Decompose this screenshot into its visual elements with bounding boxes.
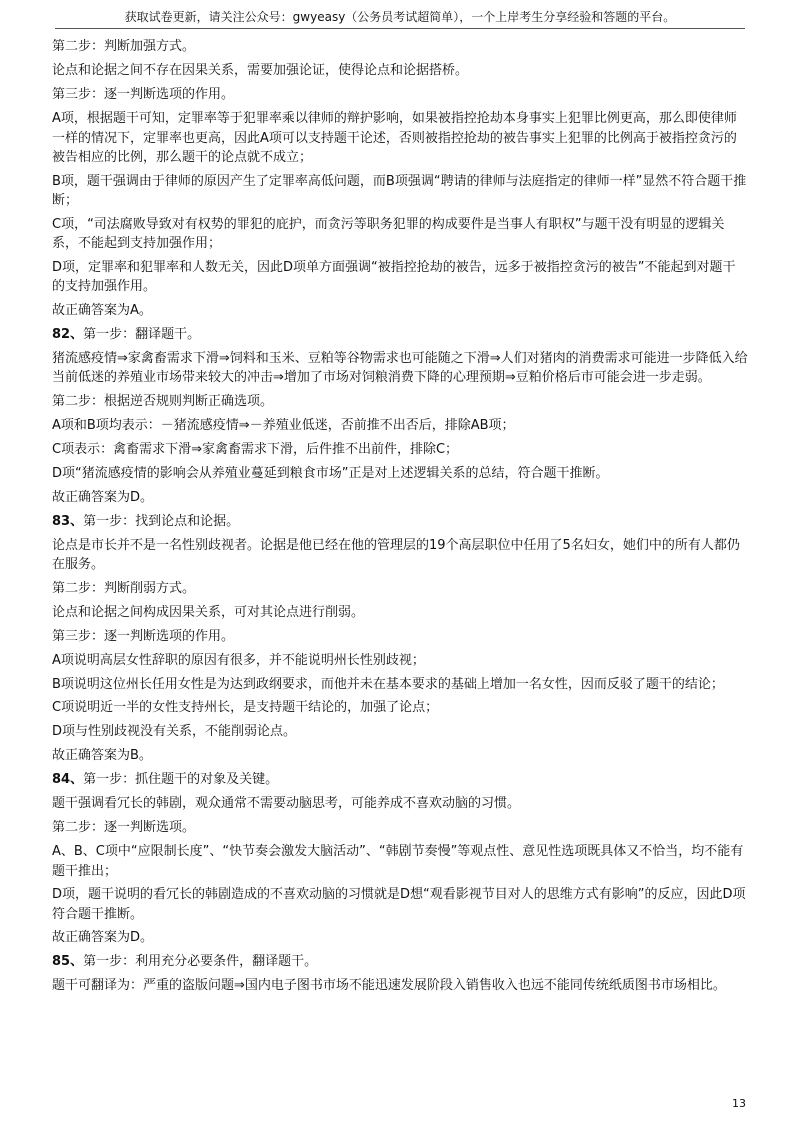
question-heading xyxy=(52,510,748,534)
question-heading xyxy=(52,950,748,974)
header-text: 获取试卷更新，请关注公众号：gwyeasy（公务员考试超简单），一个上岸考生分享经验和答题的平台。 xyxy=(124,10,676,24)
question-number: 82、 xyxy=(52,326,84,342)
block-text: 第三步：逐一判断选项的作用。 xyxy=(52,87,235,102)
block-text: B项说明这位州长任用女性是为达到政纲要求，而他并未在基本要求的基础上增加一名女性，因而反驳了题干的结论； xyxy=(52,676,724,692)
text-line xyxy=(52,625,748,649)
block-text: 第二步：根据逆否规则判断正确选项。 xyxy=(52,393,274,409)
question-heading xyxy=(52,323,748,347)
text-line xyxy=(52,601,748,625)
block-text: D项，定罪率和犯罪率和人数无关，因此D项单方面强调“被指控抢劫的被告，远多于被指控贪污的被告”不能起到对题干的支持加强作用。 xyxy=(52,259,736,294)
block-text: A项和B项均表示：－猪流感疫情⇒－养殖业低迷，否前推不出否后，排除AB项； xyxy=(52,417,515,433)
text-line xyxy=(52,35,748,59)
text-line xyxy=(52,59,748,83)
text-line xyxy=(52,438,748,462)
text-line xyxy=(52,792,748,816)
block-text: D项与性别歧视没有关系，不能削弱论点。 xyxy=(52,724,297,739)
text-line xyxy=(52,649,748,673)
text-paragraph xyxy=(52,974,748,998)
text-line xyxy=(52,744,748,768)
block-text: 第一步：利用充分必要条件，翻译题干。 xyxy=(83,954,318,969)
text-line xyxy=(52,462,748,486)
text-paragraph xyxy=(52,673,748,697)
text-paragraph xyxy=(52,347,748,390)
text-line xyxy=(52,486,748,510)
block-text: D项，题干说明的看冗长的韩剧造成的不喜欢动脑的习惯就是D想“观看影视节目对人的思维方式有影响”的反应，因此D项符合题干推断。 xyxy=(52,887,746,922)
text-line xyxy=(52,926,748,950)
block-text: 故正确答案为D。 xyxy=(52,489,154,505)
block-text: 故正确答案为D。 xyxy=(52,930,154,945)
block-text: 第二步：判断加强方式。 xyxy=(52,39,196,54)
document-body xyxy=(52,35,748,998)
text-line xyxy=(52,816,748,840)
question-number: 83、 xyxy=(52,513,84,529)
text-paragraph xyxy=(52,107,748,170)
text-line xyxy=(52,83,748,107)
block-text: A项说明高层女性辞职的原因有很多，并不能说明州长性别歧视； xyxy=(52,652,425,668)
text-line xyxy=(52,299,748,323)
text-paragraph xyxy=(52,170,748,213)
header-divider xyxy=(55,28,745,29)
block-text: D项“猪流感疫情的影响会从养殖业蔓延到粮食市场”正是对上述逻辑关系的总结，符合题干推断。 xyxy=(52,465,609,481)
block-text: A项，根据题干可知，定罪率等于犯罪率乘以律师的辩护影响，如果被指控抢劫本身事实上犯罪比例更高，那么即使律师一样的情况下，定罪率也更高，因此A项可以支持题干论述，否则被指控抢劫的被告事实上犯罪的比例高于被指控贪污的被告相应的比例，那么题干的论点就不成立； xyxy=(52,111,737,165)
text-line xyxy=(52,696,748,720)
block-text: 论点是市长并不是一名性别歧视者。论据是他已经在他的管理层的19个高层职位中任用了5名妇女，她们中的所有人都仍在服务。 xyxy=(52,537,740,572)
text-paragraph xyxy=(52,883,748,926)
question-number: 85、 xyxy=(52,954,84,969)
block-text: 论点和论据之间构成因果关系，可对其论点进行削弱。 xyxy=(52,604,365,620)
block-text: B项，题干强调由于律师的原因产生了定罪率高低问题，而B项强调“聘请的律师与法庭指定的律师一样”显然不符合题干推断； xyxy=(52,173,747,208)
block-text: C项说明近一半的女性支持州长，是支持题干结论的，加强了论点； xyxy=(52,700,439,715)
question-heading xyxy=(52,768,748,792)
text-line xyxy=(52,577,748,601)
text-line xyxy=(52,720,748,744)
page-number: 13 xyxy=(732,1097,746,1110)
block-text: A、B、C项中“应限制长度”、“快节奏会激发大脑活动”、“韩剧节奏慢”等观点性、意见性选项既具体又不恰当，均不能有题干推出； xyxy=(52,844,744,879)
question-number: 84、 xyxy=(52,772,84,787)
block-text: 第三步：逐一判断选项的作用。 xyxy=(52,628,235,644)
block-text: 故正确答案为B。 xyxy=(52,748,152,763)
text-paragraph xyxy=(52,213,748,256)
block-text: 故正确答案为A。 xyxy=(52,302,152,318)
block-text: 猪流感疫情⇒家禽畜需求下滑⇒饲料和玉米、豆粕等谷物需求也可能随之下滑⇒人们对猪肉的消费需求可能进一步降低入给当前低迷的养殖业市场带来较大的冲击⇒增加了市场对饲粮消费下降的心理预期⇒豆粕价格后市可能会进一步走弱。 xyxy=(52,350,748,385)
block-text: 第一步：抓住题干的对象及关键。 xyxy=(83,772,279,787)
block-text: 题干强调看冗长的韩剧，观众通常不需要动脑思考，可能养成不喜欢动脑的习惯。 xyxy=(52,796,521,811)
block-text: 题干可翻译为：严重的盗版问题⇒国内电子图书市场不能迅速发展阶段入销售收入也远不能同传统纸质图书市场相比。 xyxy=(52,978,726,993)
block-text: 第二步：判断削弱方式。 xyxy=(52,580,196,596)
text-paragraph xyxy=(52,840,748,883)
block-text: 第一步：找到论点和论据。 xyxy=(83,513,240,529)
text-line xyxy=(52,390,748,414)
block-text: C项，“司法腐败导致对有权势的罪犯的庇护，而贪污等职务犯罪的构成要件是当事人有职权”与题干没有明显的逻辑关系，不能起到支持加强作用； xyxy=(52,216,725,251)
page-header xyxy=(0,8,800,26)
block-text: C项表示：禽畜需求下滑⇒家禽畜需求下滑，后件推不出前件，排除C； xyxy=(52,441,459,457)
text-line xyxy=(52,414,748,438)
block-text: 第二步：逐一判断选项。 xyxy=(52,820,196,835)
text-paragraph xyxy=(52,534,748,577)
block-text: 论点和论据之间不存在因果关系，需要加强论证，使得论点和论据搭桥。 xyxy=(52,63,469,78)
text-paragraph xyxy=(52,256,748,299)
block-text: 第一步：翻译题干。 xyxy=(83,326,201,342)
